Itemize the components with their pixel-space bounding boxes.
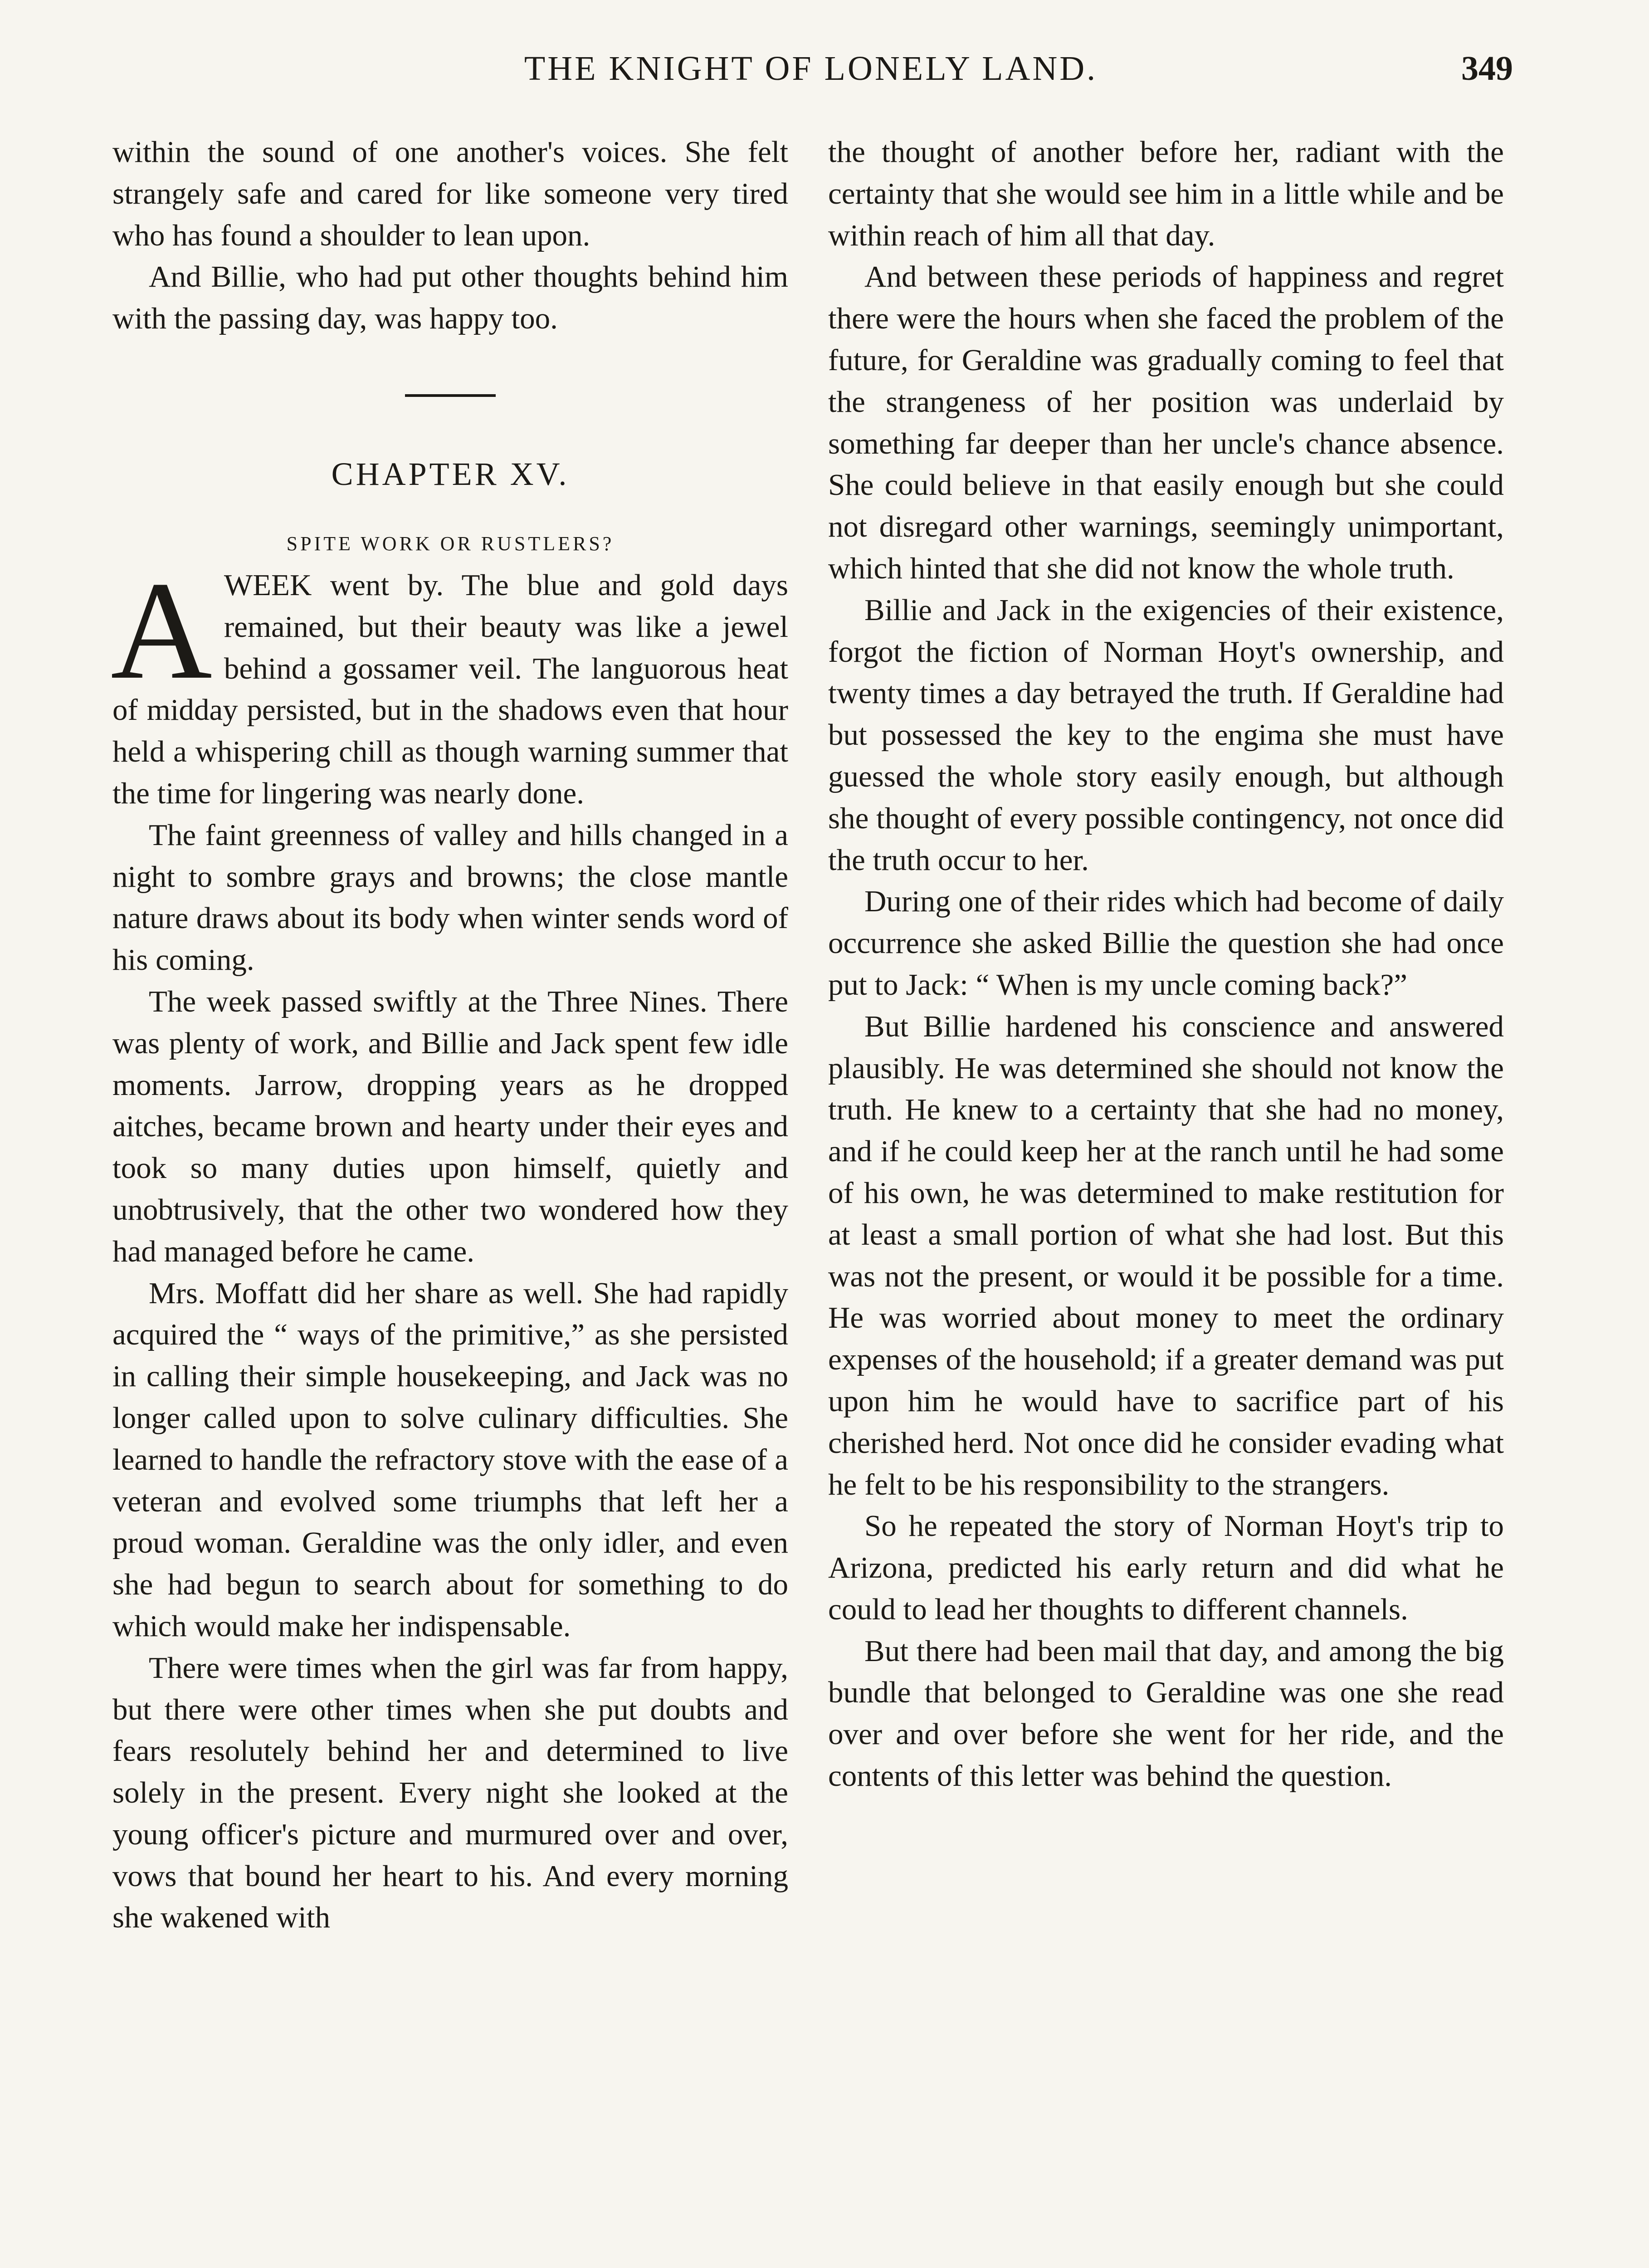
drop-cap: A xyxy=(111,552,212,709)
page-number: 349 xyxy=(1461,49,1513,88)
paragraph: The week passed swiftly at the Three Nines. There was plenty of work, and Billie and Jack spent few idle moments. Jarrow, dropping years as he dropped aitches, became brown and hearty under their eyes and took so many duties upon himself, quietly and unobtrusively, that the other two wondered how they had managed before he came. xyxy=(112,984,788,1268)
chapter-heading: CHAPTER XV. xyxy=(331,455,570,492)
running-title: THE KNIGHT OF LONELY LAND. xyxy=(524,49,1098,88)
paragraph: And Billie, who had put other thoughts behind him with the passing day, was happy too. xyxy=(112,260,788,336)
paragraph-text: WEEK went by. The blue and gold days remained, but their beauty was like a jewel behind a gossamer veil. The languorous heat of midday persisted, but in the shadows even that hour held a whispering chill as though warning summer that the time for lingering was nearly done. xyxy=(112,568,788,810)
paragraph: within the sound of one another's voices. She felt strangely safe and cared for like someone very tired who has found a shoulder to lean upon. xyxy=(112,135,788,252)
chapter-subtitle: SPITE WORK OR RUSTLERS? xyxy=(286,532,615,555)
chapter-opening-paragraph xyxy=(111,552,788,815)
left-column xyxy=(112,132,788,1939)
paragraph: There were times when the girl was far from happy, but there were other times when she put doubts and fears resolutely behind her and determined to live solely in the present. Every night she looked at the young officer's picture and murmured over and over, vows that bound her heart to his. And every morning she wakened with xyxy=(112,1651,788,1935)
section-divider xyxy=(405,394,496,397)
paragraph: But Billie hardened his conscience and answered plausibly. He was determined she should not know the truth. He knew to a certainty that she had no money, and if he could keep her at the ranch until he had some of his own, he was determined to make restitution for at least a small portion of what she had lost. But this was not the present, or would it be possible for a time. He was worried about money to meet the ordinary expenses of the household; if a greater demand was put upon him he would have to sacrifice part of his cherished herd. Not once did he consider evading what he felt to be his responsibility to the strangers. xyxy=(828,1009,1504,1501)
paragraph: The faint greenness of valley and hills changed in a night to sombre grays and browns; the close mantle nature draws about its body when winter sends word of his coming. xyxy=(112,818,788,977)
paragraph: So he repeated the story of Norman Hoyt's trip to Arizona, predicted his early return and did what he could to lead her thoughts to different channels. xyxy=(828,1509,1504,1626)
running-header xyxy=(109,44,1513,93)
right-column xyxy=(828,132,1504,1797)
paragraph: During one of their rides which had become of daily occurrence she asked Billie the question she had once put to Jack: “ When is my uncle coming back?” xyxy=(828,885,1504,1002)
paragraph: And between these periods of happiness and regret there were the hours when she faced the problem of the future, for Geraldine was gradually coming to feel that the strangeness of her position was underlaid by something far deeper than her uncle's chance absence. She could believe in that easily enough but she could not disregard other warnings, seemingly unimportant, which hinted that she did not know the whole truth. xyxy=(828,260,1504,585)
paragraph: the thought of another before her, radiant with the certainty that she would see him in a little while and be within reach of him all that day. xyxy=(828,135,1504,252)
paragraph: Mrs. Moffatt did her share as well. She had rapidly acquired the “ ways of the primitive,” as she persisted in calling their simple housekeeping, and Jack was no longer called upon to solve culinary difficulties. She learned to handle the refractory stove with the ease of a veteran and evolved some triumphs that left her a proud woman. Geraldine was the only idler, and even she had begun to search about for something to do which would make her indispensable. xyxy=(112,1276,788,1643)
paragraph: Billie and Jack in the exigencies of their existence, forgot the fiction of Norman Hoyt's ownership, and twenty times a day betrayed the truth. If Geraldine had but possessed the key to the engima she must have guessed the whole story easily enough, but although she thought of every possible contingency, not once did the truth occur to her. xyxy=(828,593,1504,877)
paragraph: But there had been mail that day, and among the big bundle that belonged to Geraldine was one she read over and over before she went for her ride, and the contents of this letter was behind the question. xyxy=(828,1634,1504,1793)
